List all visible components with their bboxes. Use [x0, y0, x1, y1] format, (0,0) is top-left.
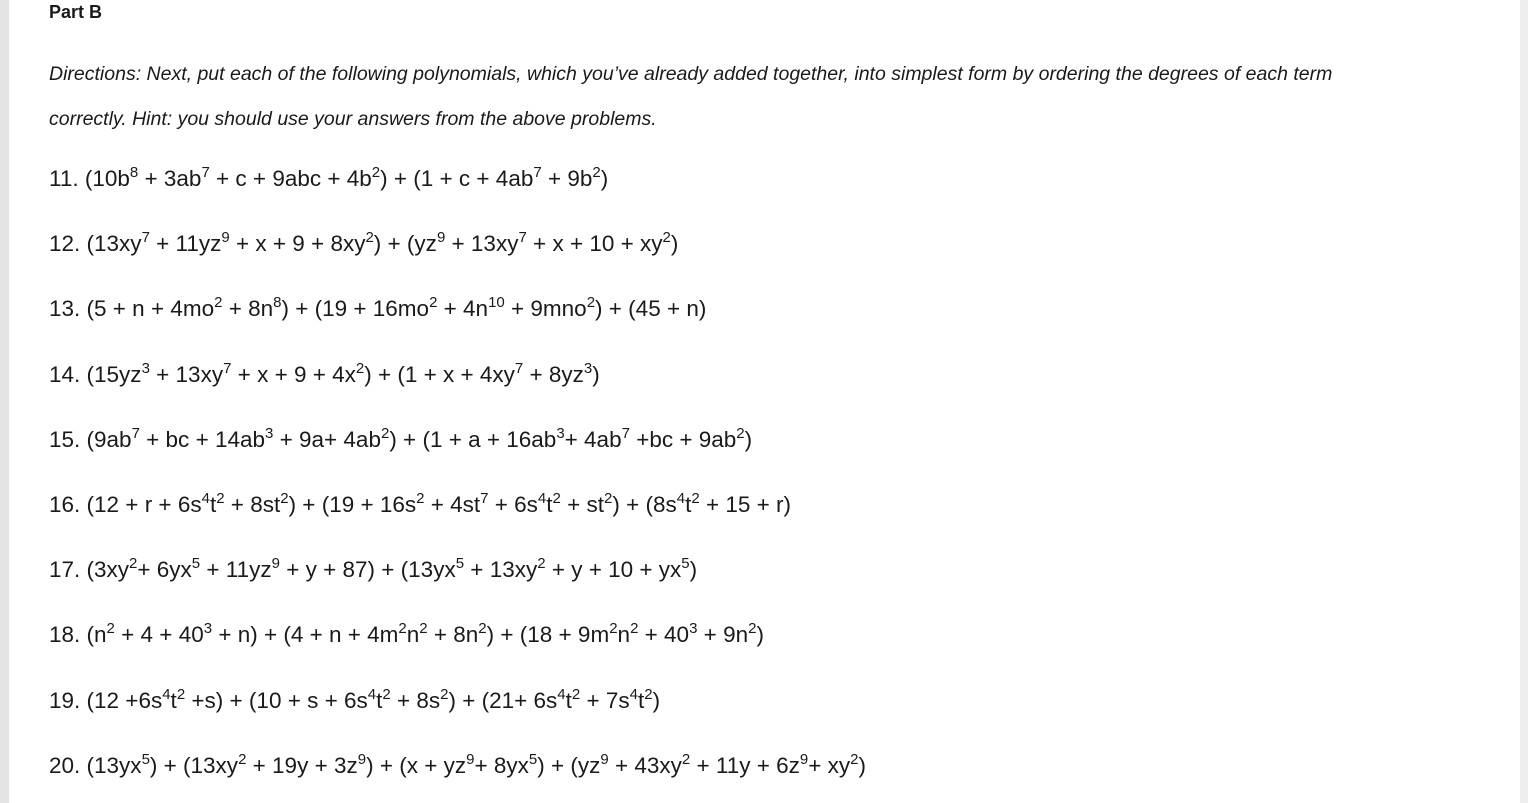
- exponent: 2: [736, 424, 745, 442]
- expression-text: 13. (5 + n + 4mo: [49, 296, 215, 322]
- exponent: 2: [604, 489, 613, 507]
- expression-text: + xy: [808, 752, 851, 778]
- expression-text: + 4st: [424, 491, 481, 517]
- expression-text: + 9b: [541, 166, 593, 191]
- expression-text: t: [546, 491, 553, 517]
- exponent: 2: [176, 685, 186, 703]
- exponent: 7: [533, 164, 542, 181]
- expression-text: + 6s: [488, 491, 538, 517]
- expression-text: ): [756, 622, 764, 648]
- expression-text: ) + (18 + 9m: [486, 622, 610, 648]
- exponent: 2: [129, 555, 138, 573]
- expression-text: ) + (21+ 6s: [448, 687, 558, 713]
- expression-text: + x + 9 + 8xy: [229, 231, 366, 257]
- exponent: 2: [238, 750, 247, 768]
- exponent: 9: [357, 750, 367, 768]
- expression-text: + 8yz: [523, 361, 584, 387]
- exponent: 3: [265, 424, 274, 442]
- exponent: 2: [586, 294, 596, 312]
- expression-text: + 43xy: [608, 752, 682, 778]
- problem-item: [49, 159, 866, 224]
- exponent: 2: [216, 489, 225, 507]
- exponent: 3: [689, 620, 698, 638]
- expression-text: 17. (3xy: [49, 557, 130, 583]
- exponent: 9: [799, 750, 809, 768]
- exponent: 4: [162, 685, 171, 703]
- expression-text: + 40: [638, 622, 690, 648]
- exponent: 2: [537, 555, 546, 573]
- expression-text: + 4 + 40: [114, 622, 204, 648]
- exponent: 4: [537, 489, 547, 507]
- expression-text: + 8s: [390, 687, 441, 713]
- exponent: 2: [280, 489, 289, 507]
- exponent: 2: [681, 750, 691, 768]
- expression-text: ) + (1 + x + 4xy: [364, 361, 515, 387]
- exponent: 2: [365, 229, 374, 247]
- expression-text: +bc + 9ab: [629, 426, 737, 452]
- expression-text: 12. (13xy: [49, 231, 142, 257]
- problem-item: [49, 224, 866, 289]
- expression-text: t: [209, 491, 217, 517]
- expression-text: ) + (yz: [373, 231, 437, 257]
- exponent: 2: [429, 294, 438, 312]
- exponent: 2: [691, 489, 700, 507]
- expression-text: 14. (15yz: [49, 361, 142, 387]
- expression-text: + 8st: [224, 491, 281, 517]
- expression-text: + 8yx: [474, 752, 529, 778]
- exponent: 2: [419, 620, 428, 638]
- exponent: 2: [478, 620, 487, 638]
- exponent: 4: [557, 685, 566, 703]
- exponent: 2: [609, 620, 618, 638]
- expression-text: ): [858, 752, 866, 778]
- problem-list: [49, 159, 866, 803]
- expression-text: 19. (12 +6s: [49, 687, 163, 713]
- right-scroll-track[interactable]: [1520, 0, 1528, 803]
- expression-text: + x + 9 + 4x: [231, 361, 356, 387]
- expression-text: + 15 + r): [699, 491, 792, 517]
- exponent: 7: [480, 489, 489, 507]
- exponent: 4: [676, 489, 686, 507]
- expression-text: n: [617, 622, 631, 648]
- exponent: 5: [528, 750, 538, 768]
- exponent: 9: [221, 229, 230, 247]
- exponent: 4: [367, 685, 377, 703]
- problem-item: [49, 550, 866, 615]
- expression-text: + 13xy: [149, 361, 224, 387]
- expression-text: + 19y + 3z: [246, 752, 358, 778]
- part-title: Part B: [49, 2, 103, 22]
- exponent: 2: [440, 685, 449, 703]
- exponent: 5: [191, 555, 201, 573]
- expression-text: + x + 10 + xy: [526, 231, 663, 257]
- exponent: 2: [355, 359, 365, 377]
- left-margin-bar: [0, 0, 9, 803]
- exponent: 7: [201, 164, 210, 181]
- exponent: 8: [273, 294, 282, 312]
- exponent: 2: [592, 164, 601, 181]
- exponent: 5: [141, 750, 150, 768]
- expression-text: ) + (13xy: [149, 752, 239, 778]
- exponent: 2: [380, 424, 390, 442]
- expression-text: + bc + 14ab: [139, 426, 266, 452]
- expression-text: ): [670, 231, 679, 257]
- exponent: 5: [681, 555, 690, 573]
- exponent: 9: [271, 555, 280, 573]
- expression-text: t: [685, 491, 692, 517]
- expression-text: + y + 10 + yx: [545, 557, 682, 583]
- expression-text: + 4n: [437, 296, 489, 322]
- directions-line-1: Directions: Next, put each of the following polynomials, which you’ve already added together, into simplest form by ordering the degrees of each term: [49, 63, 1333, 85]
- exponent: 2: [398, 620, 407, 638]
- expression-text: + n) + (4 + n + 4m: [212, 622, 399, 648]
- exponent: 3: [556, 424, 565, 442]
- exponent: 9: [600, 750, 609, 768]
- expression-text: + 11yz: [149, 231, 222, 257]
- expression-text: t: [637, 687, 645, 713]
- expression-text: 20. (13yx: [49, 752, 142, 778]
- expression-text: n: [406, 622, 420, 648]
- exponent: 2: [382, 685, 391, 703]
- exponent: 2: [571, 685, 581, 703]
- exponent: 3: [203, 620, 213, 638]
- expression-text: ) + (yz: [537, 752, 601, 778]
- exponent: 10: [488, 294, 505, 312]
- expression-text: ) + (19 + 16s: [288, 491, 417, 517]
- expression-text: 18. (n: [49, 622, 107, 648]
- expression-text: ): [744, 426, 753, 452]
- expression-text: + 13xy: [464, 557, 538, 583]
- exponent: 7: [141, 229, 150, 247]
- expression-text: + 8n: [427, 622, 479, 648]
- exponent: 8: [129, 164, 139, 181]
- problem-item: [49, 420, 866, 485]
- exponent: 7: [518, 229, 527, 247]
- expression-text: ) + (x + yz: [366, 752, 467, 778]
- expression-text: + 9a+ 4ab: [273, 426, 381, 452]
- expression-text: ) + (8s: [612, 491, 677, 517]
- expression-text: ): [652, 687, 661, 713]
- exponent: 9: [436, 229, 446, 247]
- exponent: 2: [416, 489, 425, 507]
- expression-text: ) + (1 + c + 4ab: [380, 166, 534, 191]
- problem-item: [49, 289, 866, 354]
- exponent: 7: [131, 424, 140, 442]
- exponent: 7: [514, 359, 524, 377]
- exponent: 3: [141, 359, 150, 377]
- exponent: 4: [629, 685, 638, 703]
- exponent: 2: [371, 164, 381, 181]
- expression-text: 11. (10b: [49, 166, 130, 191]
- expression-text: ): [600, 166, 609, 191]
- exponent: 2: [552, 489, 561, 507]
- expression-text: t: [376, 687, 383, 713]
- exponent: 4: [201, 489, 210, 507]
- problem-item: [49, 615, 866, 680]
- exponent: 2: [630, 620, 639, 638]
- exponent: 7: [223, 359, 232, 377]
- exponent: 5: [455, 555, 465, 573]
- expression-text: + 9n: [697, 622, 749, 648]
- exponent: 2: [748, 620, 757, 638]
- expression-text: + 11y + 6z: [690, 752, 800, 778]
- expression-text: t: [565, 687, 572, 713]
- expression-text: + 6yx: [137, 557, 192, 583]
- expression-text: + st: [560, 491, 605, 517]
- expression-text: + 4ab: [564, 426, 622, 452]
- expression-text: + 11yz: [200, 557, 272, 583]
- expression-text: + 8n: [222, 296, 274, 322]
- expression-text: + 7s: [580, 687, 630, 713]
- expression-text: + 9mno: [504, 296, 587, 322]
- exponent: 2: [214, 294, 223, 312]
- expression-text: + 3ab: [138, 166, 202, 191]
- expression-text: ): [689, 557, 698, 583]
- expression-text: + y + 87) + (13yx: [279, 557, 456, 583]
- exponent: 3: [583, 359, 593, 377]
- problem-item: [49, 485, 866, 550]
- expression-text: ) + (1 + a + 16ab: [389, 426, 557, 452]
- exponent: 2: [662, 229, 671, 247]
- exponent: 2: [106, 620, 115, 638]
- expression-text: 15. (9ab: [49, 426, 132, 452]
- problem-item: [49, 681, 866, 746]
- exponent: 2: [644, 685, 653, 703]
- expression-text: +s) + (10 + s + 6s: [185, 687, 368, 713]
- expression-text: ): [592, 361, 600, 387]
- expression-text: t: [170, 687, 177, 713]
- directions-text: [49, 52, 1509, 142]
- exponent: 7: [621, 424, 630, 442]
- problem-item: [49, 355, 866, 420]
- expression-text: ) + (45 + n): [595, 296, 707, 322]
- expression-text: + 13xy: [445, 231, 519, 257]
- expression-text: + c + 9abc + 4b: [209, 166, 372, 191]
- expression-text: 16. (12 + r + 6s: [49, 491, 202, 517]
- expression-text: ) + (19 + 16mo: [281, 296, 430, 322]
- exponent: 9: [466, 750, 475, 768]
- exponent: 2: [850, 750, 859, 768]
- problem-item: [49, 746, 866, 803]
- directions-line-2: correctly. Hint: you should use your answers from the above problems.: [49, 108, 657, 130]
